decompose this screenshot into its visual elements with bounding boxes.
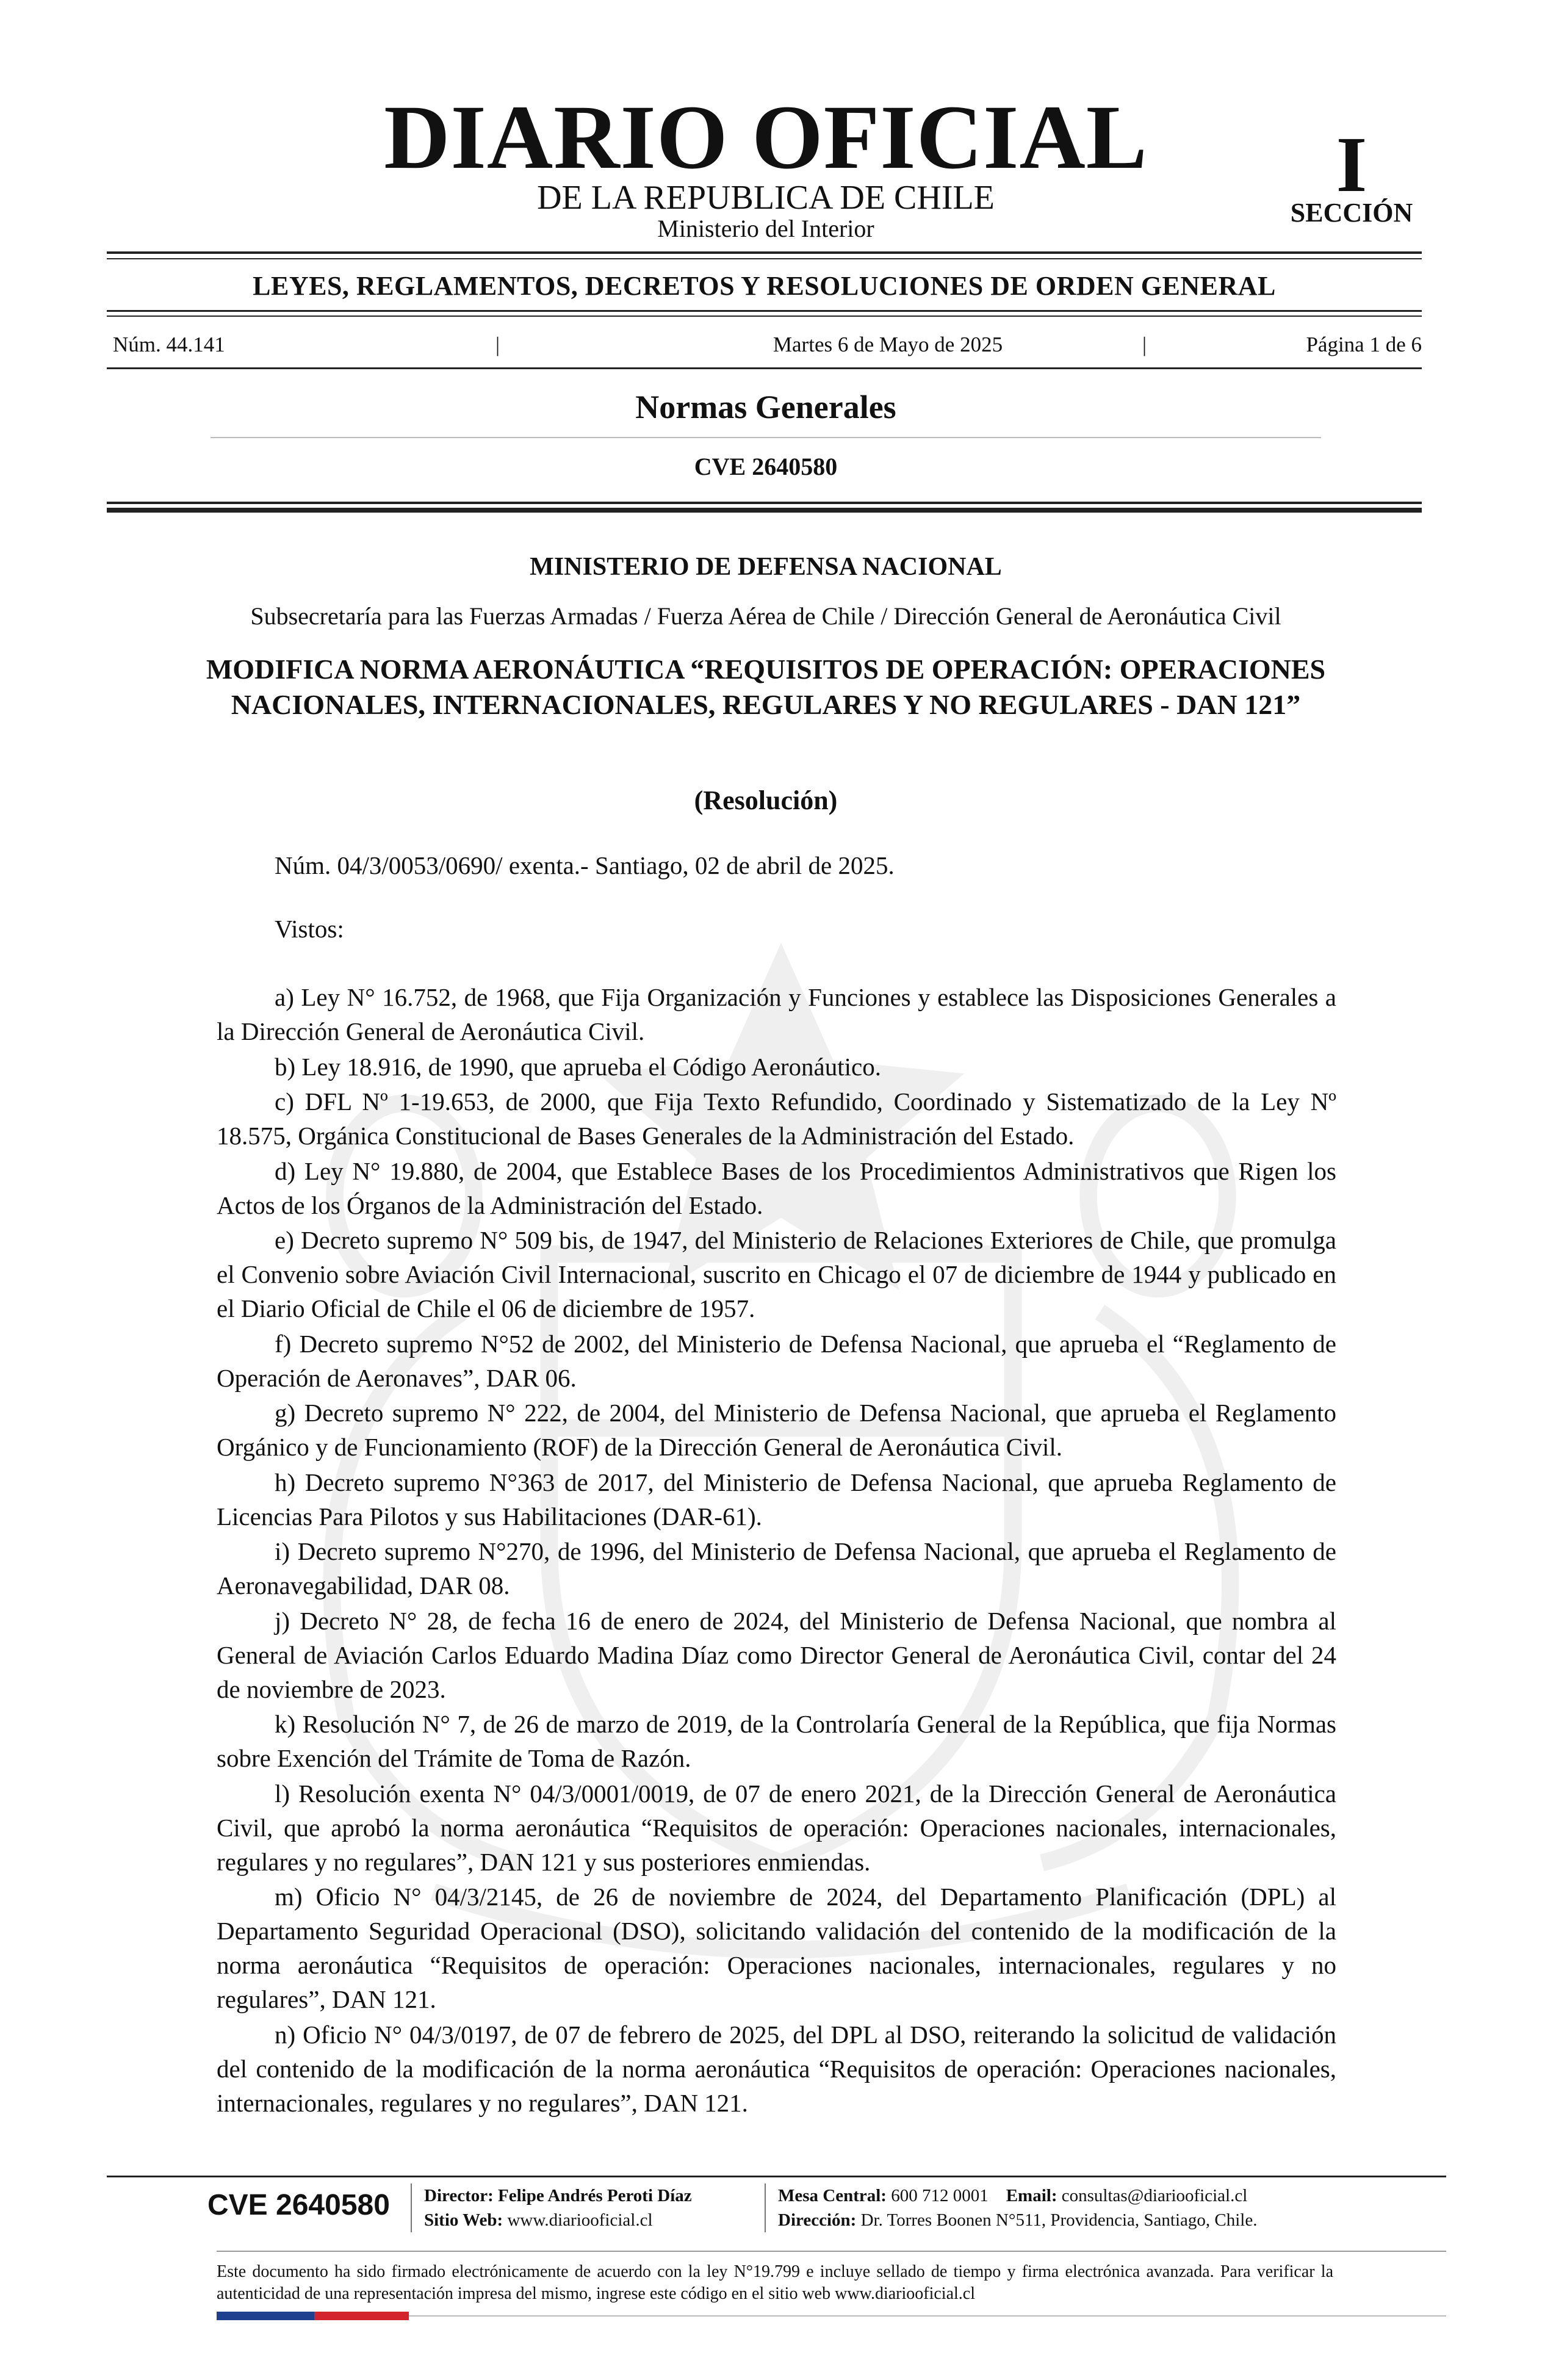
email-link[interactable]: consultas@diariooficial.cl — [1061, 2186, 1248, 2205]
director-name: Felipe Andrés Peroti Díaz — [498, 2186, 692, 2205]
site-label: Sitio Web: — [424, 2210, 503, 2230]
issue-number: Núm. 44.141 — [113, 333, 225, 356]
section-divider — [211, 437, 1321, 438]
footer-separator — [765, 2183, 766, 2232]
vistos-list — [217, 980, 1336, 2121]
section-title: Normas Generales — [635, 389, 896, 425]
list-item: i) Decreto supremo N°270, de 1996, del Ministerio de Defensa Nacional, que aprueba el Reglamento de Aeronavegabilidad, DAR 08. — [217, 1537, 1336, 1599]
cve-rule — [107, 502, 1422, 504]
address-text: Dr. Torres Boonen N°511, Providencia, Santiago, Chile. — [860, 2210, 1258, 2230]
footer-note-rule — [217, 2251, 1446, 2252]
list-item: m) Oficio N° 04/3/2145, de 26 de noviembre de 2024, del Departamento Planificación (DPL) al Departamento Seguridad Operacional (DSO), solicitando validación del contenido de la modificación de la norma aeronáutica “Requisitos de operación: Operaciones nacionales, internacionales, regulares y no regulares”, DAN 121. — [217, 1883, 1336, 2013]
flag-stripe-blue — [217, 2312, 314, 2320]
section-number: I — [1336, 121, 1367, 209]
phone-number: 600 712 0001 — [891, 2186, 989, 2205]
address-label: Dirección: — [778, 2210, 857, 2230]
list-item: k) Resolución N° 7, de 26 de marzo de 2019, de la Controlaría General de la República, que fija Normas sobre Exención del Trámite de Toma de Razón. — [217, 1710, 1336, 1772]
footer-contact-block — [778, 2183, 1257, 2232]
resolution-number: Núm. 04/3/0053/0690/ exenta.- Santiago, 02 de abril de 2025. — [275, 851, 895, 879]
list-item: e) Decreto supremo N° 509 bis, de 1947, del Ministerio de Relaciones Exteriores de Chile, que promulga el Convenio sobre Aviación Civil Internacional, suscrito en Chicago el 07 de diciembre de 1944 y publicado en el Diario Oficial de Chile el 06 de diciembre de 1957. — [217, 1226, 1336, 1322]
list-item: l) Resolución exenta N° 04/3/0001/0019, de 07 de enero 2021, de la Dirección General de Aeronáutica Civil, que aprobó la norma aeronáutica “Requisitos de operación: Operaciones nacionales, internacionales, regulares y no regulares”, DAN 121 y sus posteriores enmiendas. — [217, 1779, 1336, 1876]
list-item: h) Decreto supremo N°363 de 2017, del Ministerio de Defensa Nacional, que aprueba Reglamento de Licencias Para Pilotos y sus Habilitaciones (DAR-61). — [217, 1468, 1336, 1531]
signature-note: Este documento ha sido firmado electrónicamente de acuerdo con la ley N°19.799 e incluye sellado de tiempo y firma electrónica avanzada. Para verificar la autenticidad de una representación impresa del mismo, ingrese este código en el sitio web www.diariooficial.cl — [217, 2262, 1333, 2303]
header-rule-mid-thin — [107, 316, 1422, 317]
footer-separator — [411, 2183, 412, 2232]
masthead-subtitle: DE LA REPUBLICA DE CHILE — [537, 179, 995, 217]
list-item: c) DFL Nº 1-19.653, de 2000, que Fija Texto Refundido, Coordinado y Sistematizado de la Ley Nº 18.575, Orgánica Constitucional de Bases Generales de la Administración del Estado. — [217, 1087, 1336, 1150]
header-rule-mid — [107, 310, 1422, 312]
cve-rule-thick — [107, 508, 1422, 513]
phone-label: Mesa Central: — [778, 2186, 887, 2205]
email-label: Email: — [1006, 2186, 1057, 2205]
cve-code: CVE 2640580 — [694, 453, 838, 480]
director-label: Director: — [424, 2186, 494, 2205]
section-label: SECCIÓN — [1290, 198, 1413, 228]
site-link[interactable]: www.diariooficial.cl — [507, 2210, 653, 2230]
flag-line — [409, 2315, 1446, 2317]
subsecretaria-line: Subsecretaría para las Fuerzas Armadas / Fuerza Aérea de Chile / Dirección General de Aeronáutica Civil — [250, 602, 1281, 630]
page-indicator: Página 1 de 6 — [1306, 333, 1422, 356]
vistos-heading: Vistos: — [275, 915, 344, 943]
footer-director-block — [424, 2183, 692, 2232]
list-item: a) Ley N° 16.752, de 1968, que Fija Organización y Funciones y establece las Disposiciones Generales a la Dirección General de Aeronáutica Civil. — [217, 983, 1336, 1045]
list-item: b) Ley 18.916, de 1990, que aprueba el Código Aeronáutico. — [275, 1052, 881, 1081]
masthead-title: DIARIO OFICIAL — [384, 87, 1148, 188]
issue-rule — [107, 367, 1422, 369]
list-item: g) Decreto supremo N° 222, de 2004, del Ministerio de Defensa Nacional, que aprueba el Reglamento Orgánico y de Funcionamiento (ROF) de la Dirección General de Aeronáutica Civil. — [217, 1399, 1336, 1461]
issue-date: Martes 6 de Mayo de 2025 — [773, 333, 1003, 356]
issue-separator: | — [1142, 333, 1147, 356]
resolution-kind: (Resolución) — [694, 785, 838, 815]
list-item: j) Decreto N° 28, de fecha 16 de enero de 2024, del Ministerio de Defensa Nacional, que nombra al General de Aviación Carlos Eduardo Madina Díaz como Director General de Aeronáutica Civil, contar del 24 de noviembre de 2023. — [217, 1606, 1336, 1703]
header-rule-top — [107, 251, 1422, 254]
footer-cve-code: CVE 2640580 — [207, 2189, 390, 2221]
header-rule-top-thin — [107, 258, 1422, 259]
flag-stripe-red — [314, 2312, 409, 2320]
footer-rule — [107, 2176, 1446, 2177]
list-item: d) Ley N° 19.880, de 2004, que Establece Bases de los Procedimientos Administrativos que Rigen los Actos de los Órganos de la Administración del Estado. — [217, 1156, 1336, 1219]
resolution-title: MODIFICA NORMA AERONÁUTICA “REQUISITOS DE OPERACIÓN: OPERACIONES NACIONALES, INTERNACIONALES, REGULARES Y NO REGULARES - DAN 121” — [206, 654, 1326, 721]
category-heading: LEYES, REGLAMENTOS, DECRETOS Y RESOLUCIONES DE ORDEN GENERAL — [253, 271, 1276, 301]
list-item: f) Decreto supremo N°52 de 2002, del Ministerio de Defensa Nacional, que aprueba el “Reglamento de Operación de Aeronaves”, DAR 06. — [217, 1329, 1336, 1392]
ministry-heading: MINISTERIO DE DEFENSA NACIONAL — [530, 553, 1002, 581]
list-item: n) Oficio N° 04/3/0197, de 07 de febrero de 2025, del DPL al DSO, reiterando la solicitud de validación del contenido de la modificación de la norma aeronáutica “Requisitos de operación: Operaciones nacionales, internacionales, regulares y no regulares”, DAN 121. — [217, 2020, 1336, 2117]
issue-separator: | — [495, 333, 500, 356]
masthead-ministry: Ministerio del Interior — [657, 215, 874, 242]
